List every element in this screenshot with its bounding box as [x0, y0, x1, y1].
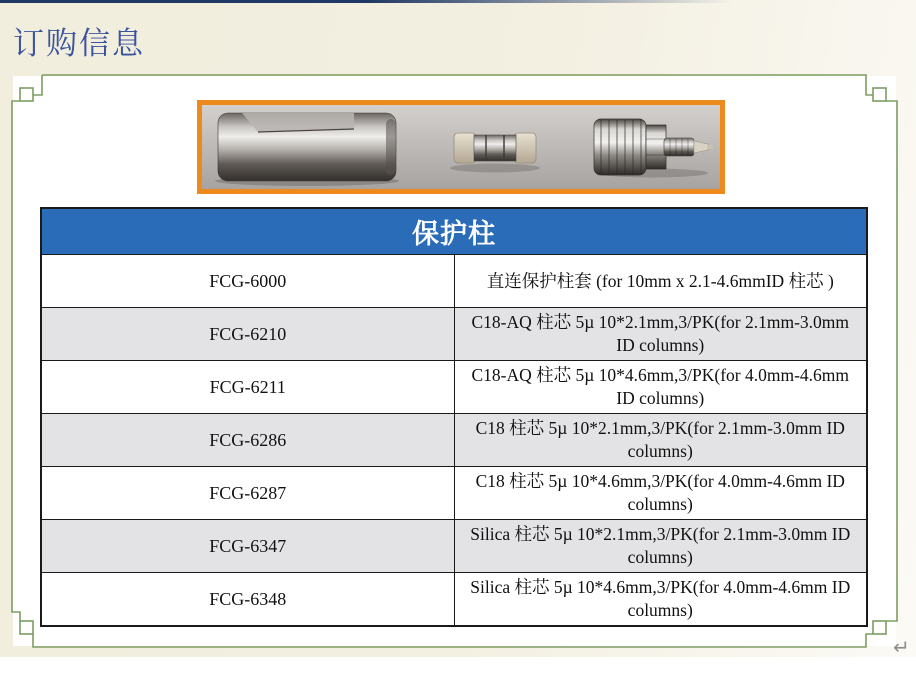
- page-title: 订购信息: [13, 26, 145, 61]
- description-cell: C18 柱芯 5µ 10*4.6mm,3/PK(for 4.0mm-4.6mm ID columns): [454, 467, 867, 520]
- table-row: [41, 520, 867, 573]
- part-number-cell: FCG-6210: [41, 308, 454, 361]
- guard-column-order-table: [40, 207, 868, 627]
- part-number-cell: FCG-6287: [41, 467, 454, 520]
- description-cell: C18-AQ 柱芯 5µ 10*2.1mm,3/PK(for 2.1mm-3.0mm ID columns): [454, 308, 867, 361]
- table-row: [41, 361, 867, 414]
- table-row: [41, 414, 867, 467]
- part-number-cell: FCG-6348: [41, 573, 454, 627]
- description-cell: 直连保护柱套 (for 10mm x 2.1-4.6mmID 柱芯 ): [454, 255, 867, 308]
- table-title: 保护柱: [41, 208, 867, 255]
- part-number-cell: FCG-6211: [41, 361, 454, 414]
- description-cell: C18-AQ 柱芯 5µ 10*4.6mm,3/PK(for 4.0mm-4.6mm ID columns): [454, 361, 867, 414]
- part-number-cell: FCG-6000: [41, 255, 454, 308]
- description-cell: Silica 柱芯 5µ 10*2.1mm,3/PK(for 2.1mm-3.0mm ID columns): [454, 520, 867, 573]
- cartridge-part: [450, 133, 540, 173]
- part-number-cell: FCG-6286: [41, 414, 454, 467]
- description-cell: C18 柱芯 5µ 10*2.1mm,3/PK(for 2.1mm-3.0mm ID columns): [454, 414, 867, 467]
- sleeve-part: [215, 113, 399, 186]
- table-row: [41, 573, 867, 627]
- table-row: [41, 467, 867, 520]
- table-row: [41, 255, 867, 308]
- part-number-cell: FCG-6347: [41, 520, 454, 573]
- guard-column-parts-photo: [197, 100, 725, 194]
- description-cell: Silica 柱芯 5µ 10*4.6mm,3/PK(for 4.0mm-4.6mm ID columns): [454, 573, 867, 627]
- table-row: [41, 308, 867, 361]
- return-mark-icon: ↵: [893, 635, 910, 659]
